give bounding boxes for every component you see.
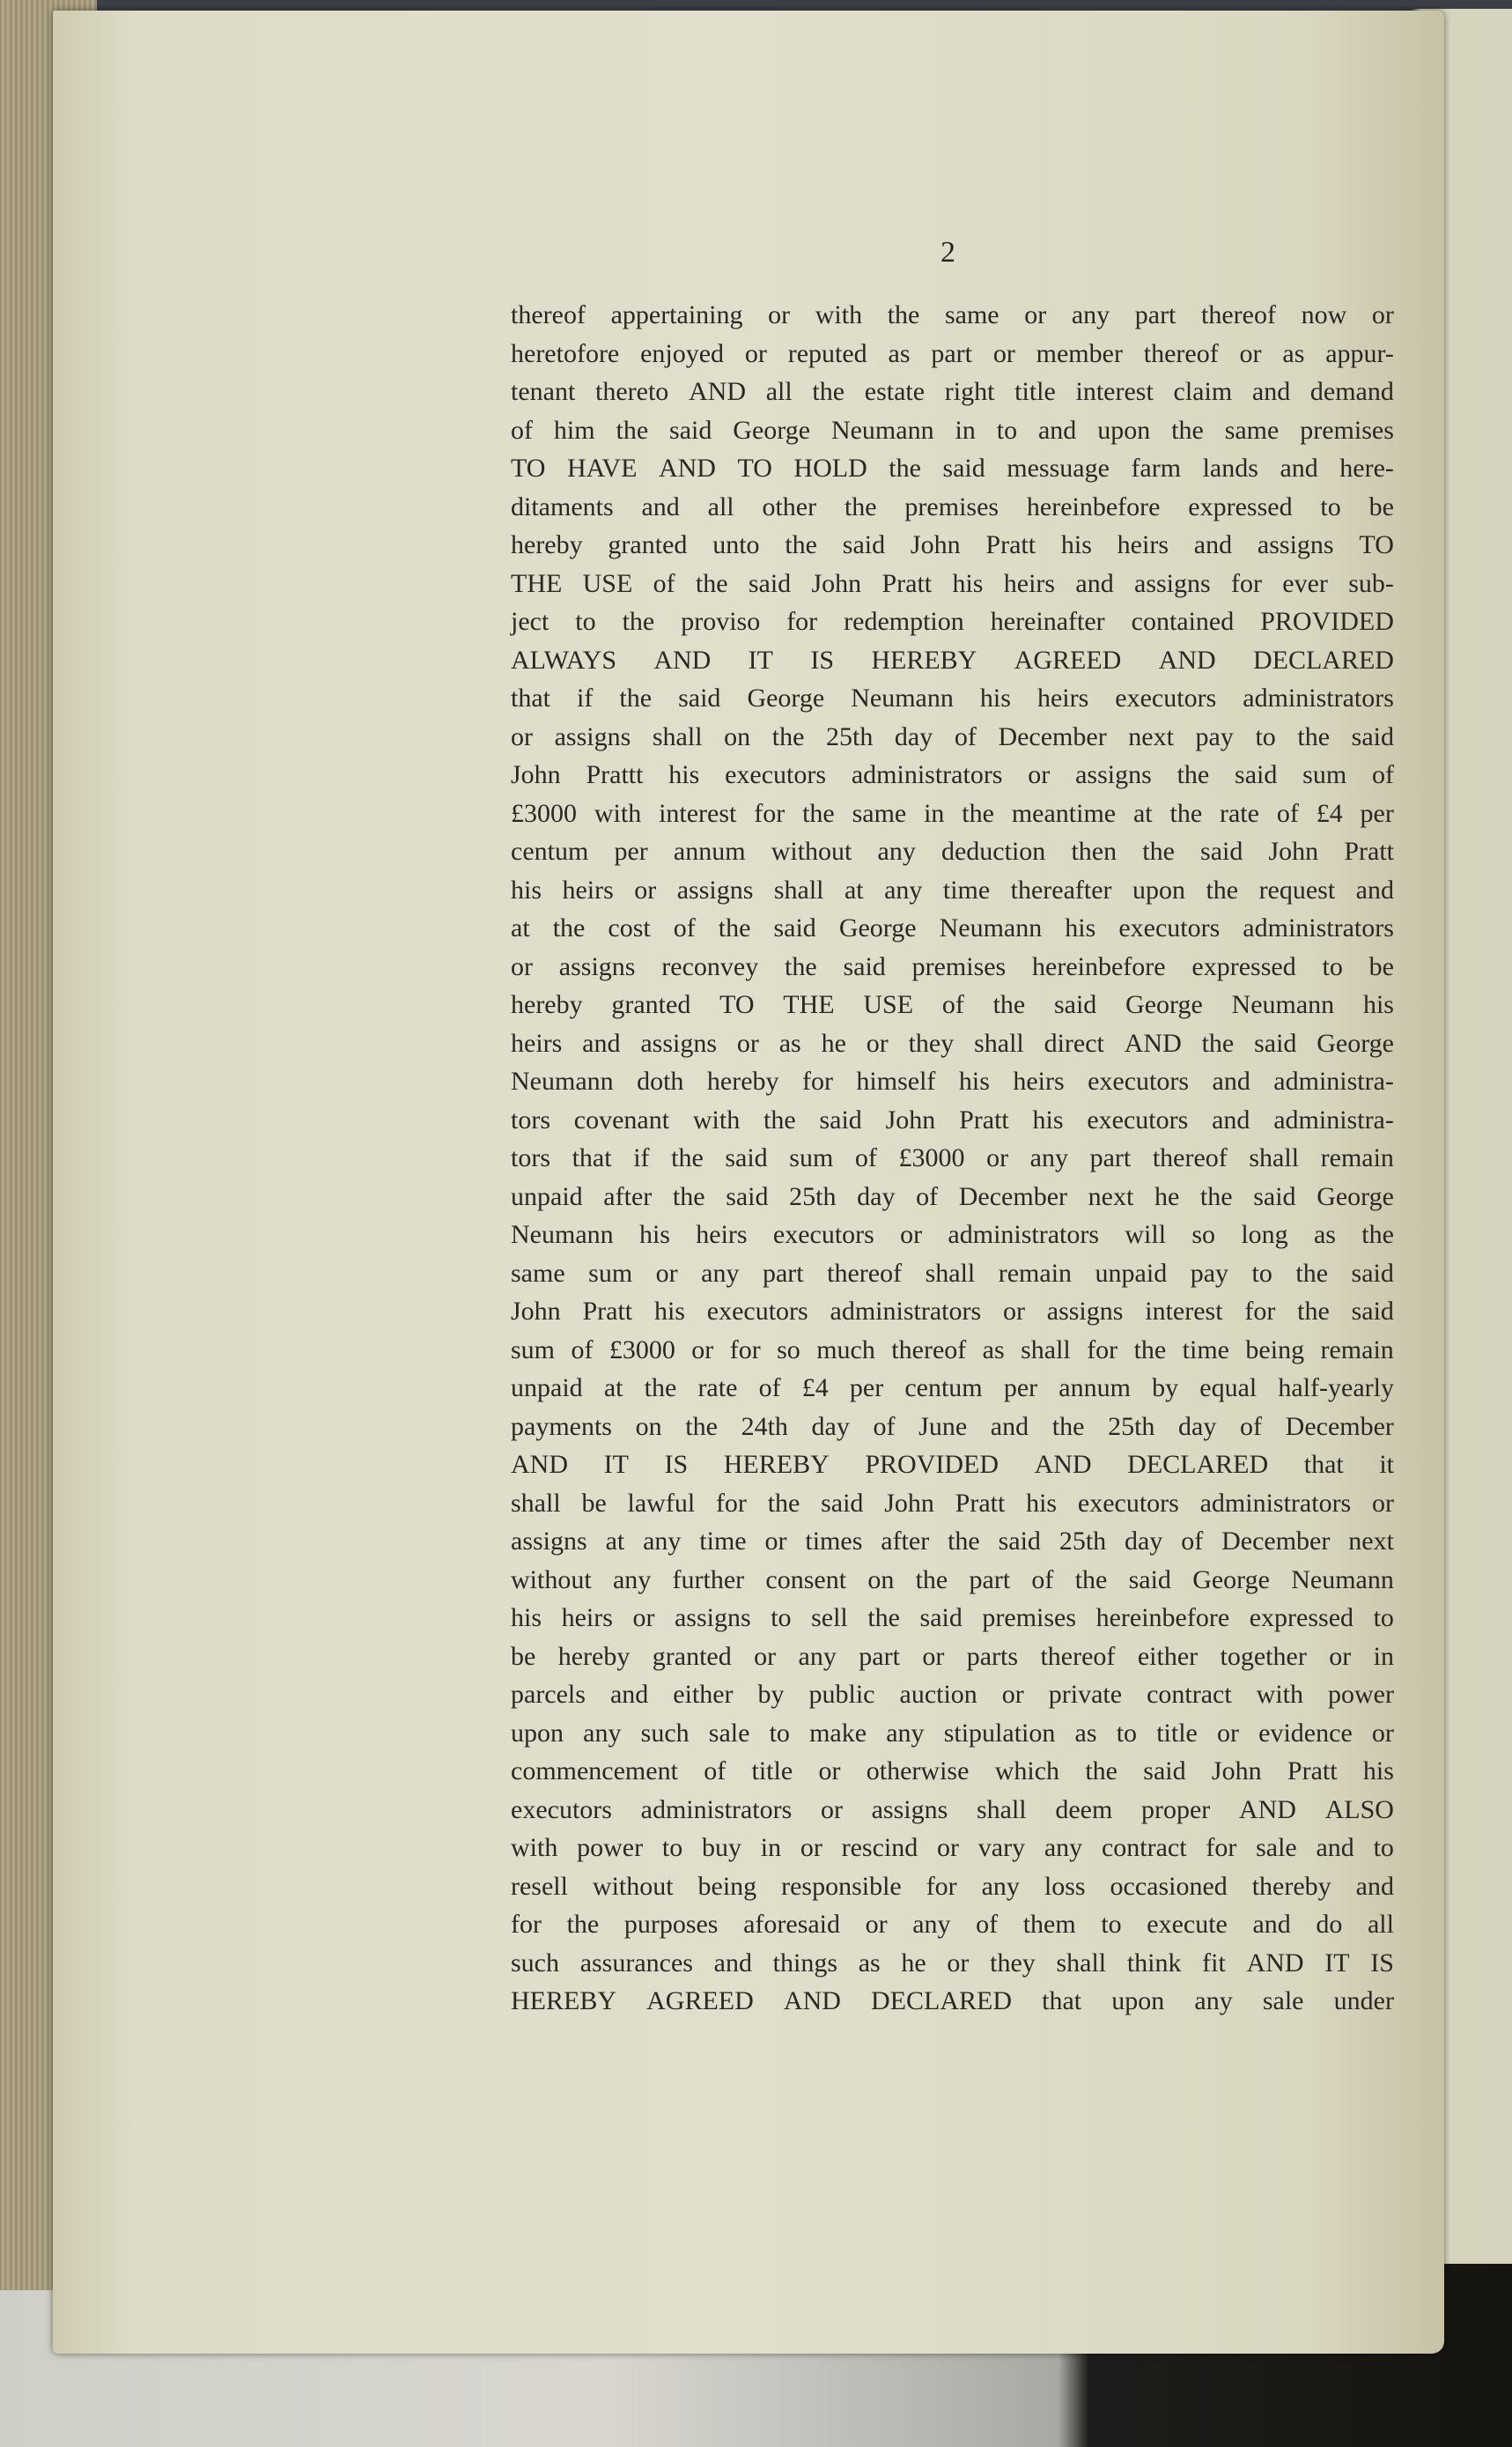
text-line: John Prattt his executors administrators or assigns the said sum of <box>511 760 1394 789</box>
text-line: resell without being responsible for any loss occasioned thereby and <box>511 1871 1394 1901</box>
text-line: his heirs or assigns shall at any time thereafter upon the request and <box>511 875 1394 905</box>
page-number: 2 <box>940 236 955 269</box>
text-line: hereby granted unto the said John Pratt his heirs and assigns TO <box>511 530 1394 559</box>
text-line: such assurances and things as he or they shall think fit AND IT IS <box>511 1948 1394 1978</box>
text-line: ditaments and all other the premises hereinbefore expressed to be <box>511 492 1394 521</box>
text-line: executors administrators or assigns shall deem proper AND ALSO <box>511 1794 1394 1824</box>
text-line: sum of £3000 or for so much thereof as shall for the time being remain <box>511 1334 1394 1364</box>
body-text <box>511 296 1394 2021</box>
text-line: tors that if the said sum of £3000 or any part thereof shall remain <box>511 1143 1394 1172</box>
text-line: £3000 with interest for the same in the meantime at the rate of £4 per <box>511 798 1394 828</box>
text-line: AND IT IS HEREBY PROVIDED AND DECLARED that it <box>511 1450 1394 1479</box>
text-line: or assigns shall on the 25th day of December next pay to the said <box>511 721 1394 751</box>
text-line: ALWAYS AND IT IS HEREBY AGREED AND DECLARED <box>511 645 1394 675</box>
text-line: unpaid after the said 25th day of December next he the said George <box>511 1181 1394 1211</box>
text-line: or assigns reconvey the said premises hereinbefore expressed to be <box>511 951 1394 981</box>
text-line: ject to the proviso for redemption hereinafter contained PROVIDED <box>511 607 1394 636</box>
text-line: unpaid at the rate of £4 per centum per annum by equal half-yearly <box>511 1373 1394 1402</box>
text-line: payments on the 24th day of June and the 25th day of December <box>511 1411 1394 1441</box>
text-line: be hereby granted or any part or parts thereof either together or in <box>511 1641 1394 1671</box>
text-line: of him the said George Neumann in to and upon the same premises <box>511 415 1394 445</box>
text-line: HEREBY AGREED AND DECLARED that upon any sale under <box>511 1986 1394 2015</box>
text-line: TO HAVE AND TO HOLD the said messuage farm lands and here- <box>511 454 1394 483</box>
text-line: for the purposes aforesaid or any of them to execute and do all <box>511 1910 1394 1939</box>
text-line: commencement of title or otherwise which the said John Pratt his <box>511 1756 1394 1785</box>
text-line: centum per annum without any deduction then the said John Pratt <box>511 837 1394 866</box>
text-line: Neumann his heirs executors or administrators will so long as the <box>511 1220 1394 1249</box>
text-line: heretofore enjoyed or reputed as part or member thereof or as appur- <box>511 338 1394 368</box>
text-line: upon any such sale to make any stipulation as to title or evidence or <box>511 1718 1394 1748</box>
text-line: same sum or any part thereof shall remain unpaid pay to the said <box>511 1258 1394 1288</box>
text-line: thereof appertaining or with the same or any part thereof now or <box>511 300 1394 329</box>
text-line: THE USE of the said John Pratt his heirs and assigns for ever sub- <box>511 568 1394 598</box>
text-line: assigns at any time or times after the said 25th day of December next <box>511 1527 1394 1556</box>
text-line: parcels and either by public auction or private contract with power <box>511 1680 1394 1709</box>
text-line: tenant thereto AND all the estate right title interest claim and demand <box>511 377 1394 406</box>
text-line: tors covenant with the said John Pratt his executors and administra- <box>511 1105 1394 1135</box>
text-line: his heirs or assigns to sell the said premises hereinbefore expressed to <box>511 1603 1394 1632</box>
text-line: without any further consent on the part of the said George Neumann <box>511 1564 1394 1594</box>
text-line: that if the said George Neumann his heirs executors administrators <box>511 684 1394 713</box>
text-line: John Pratt his executors administrators or assigns interest for the said <box>511 1297 1394 1326</box>
text-line: with power to buy in or rescind or vary any contract for sale and to <box>511 1833 1394 1862</box>
text-line: hereby granted TO THE USE of the said George Neumann his <box>511 990 1394 1019</box>
text-line: Neumann doth hereby for himself his heirs executors and administra- <box>511 1067 1394 1096</box>
text-line: at the cost of the said George Neumann his executors administrators <box>511 913 1394 943</box>
text-line: shall be lawful for the said John Pratt his executors administrators or <box>511 1488 1394 1518</box>
text-line: heirs and assigns or as he or they shall direct AND the said George <box>511 1028 1394 1058</box>
